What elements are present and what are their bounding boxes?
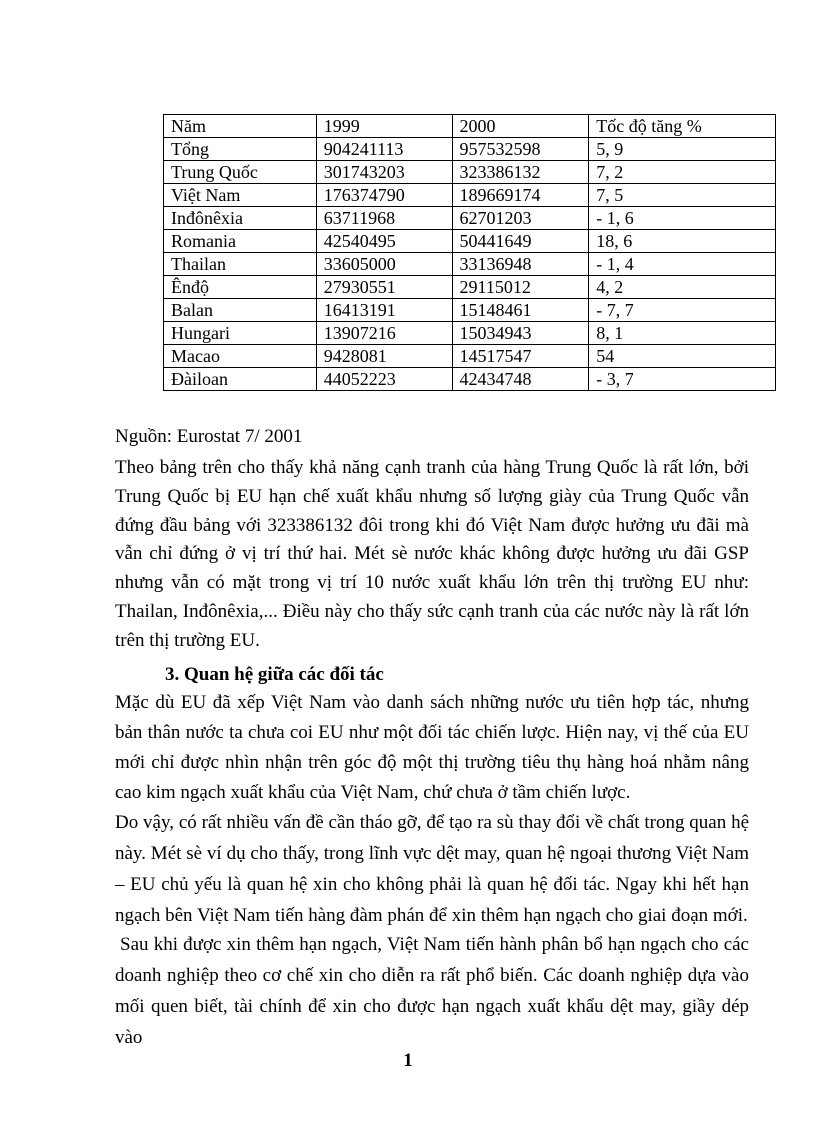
table-cell: 50441649 [452,230,589,253]
header-growth: Tốc độ tăng % [589,115,776,138]
table-cell: - 1, 6 [589,207,776,230]
table-cell: 4, 2 [589,276,776,299]
table-cell: 8, 1 [589,322,776,345]
table-cell: Inđônêxia [164,207,317,230]
table-cell: 15148461 [452,299,589,322]
table-cell: 9428081 [316,345,452,368]
header-1999: 1999 [316,115,452,138]
paragraph-4-text: Sau khi được xin thêm hạn ngạch, Việt Nam tiến hành phân bổ hạn ngạch cho các doanh nghiệp theo cơ chế xin cho diễn ra rất phổ biến. Các doanh nghiệp dựa vào mối quen biết, tài chính để xin cho được hạn ngạch xuất khẩu dệt may, giầy dép vào [115,934,749,1048]
table-cell: 15034943 [452,322,589,345]
table-row [164,161,776,184]
table-cell: - 7, 7 [589,299,776,322]
table-cell: 33136948 [452,253,589,276]
paragraph-3: Do vậy, có rất nhiều vấn đề cần tháo gỡ, để tạo ra sù thay đổi về chất trong quan hệ này. Mét sè ví dụ cho thấy, trong lĩnh vực dệt may, quan hệ ngoại thương Việt Nam – EU chủ yếu là quan hệ xin cho không phải là quan hệ đối tác. Ngay khi hết hạn ngạch bên Việt Nam tiến hàng đàm phán để xin thêm hạn ngạch cho giai đoạn mới. [115,812,749,926]
table-row [164,253,776,276]
table-cell: 27930551 [316,276,452,299]
table-cell: Romania [164,230,317,253]
table-cell: 33605000 [316,253,452,276]
table-row [164,184,776,207]
table-header-row [164,115,776,138]
table-cell: Hungari [164,322,317,345]
table-cell: 189669174 [452,184,589,207]
table-cell: 44052223 [316,368,452,391]
table-cell: Tổng [164,138,317,161]
table-cell: 5, 9 [589,138,776,161]
section-heading: 3. Quan hệ giữa các đối tác [165,664,384,685]
table-cell: Đàiloan [164,368,317,391]
table-cell: 13907216 [316,322,452,345]
table-cell: 16413191 [316,299,452,322]
table-cell: 42540495 [316,230,452,253]
table-cell: - 3, 7 [589,368,776,391]
table-cell: Thailan [164,253,317,276]
paragraph-1: Theo bảng trên cho thấy khả năng cạnh tranh của hàng Trung Quốc là rất lớn, bởi Trung Quốc bị EU hạn chế xuất khẩu nhưng số lượng giày của Trung Quốc vẫn đứng đầu bảng với 323386132 đôi trong khi đó Việt Nam được hưởng ưu đãi mà vẫn chỉ đứng ở vị trí thứ hai. Mét sè nước khác không được hưởng ưu đãi GSP nhưng vẫn có mặt trong vị trí 10 nước xuất khẩu lớn trên thị trường EU như: Thailan, Inđônêxia,... Điều này cho thấy sức cạnh tranh của các nước này là rất lớn trên thị trường EU. [115,457,749,651]
table-cell: 904241113 [316,138,452,161]
table-row [164,276,776,299]
table-cell: 7, 5 [589,184,776,207]
page-number: 1 [403,1050,413,1071]
table-cell: 42434748 [452,368,589,391]
table-cell: 63711968 [316,207,452,230]
paragraph-4 [115,929,749,1053]
table-cell: 957532598 [452,138,589,161]
table-cell: Trung Quốc [164,161,317,184]
table-cell: Macao [164,345,317,368]
table-row [164,322,776,345]
table-cell: - 1, 4 [589,253,776,276]
table-row [164,230,776,253]
table-cell: 323386132 [452,161,589,184]
export-table [163,114,776,391]
table-row [164,138,776,161]
table-row [164,299,776,322]
source-note: Nguồn: Eurostat 7/ 2001 [115,426,303,447]
header-year: Năm [164,115,317,138]
table-row [164,368,776,391]
table-cell: 54 [589,345,776,368]
table-cell: Việt Nam [164,184,317,207]
table-cell: Ênđộ [164,276,317,299]
header-2000: 2000 [452,115,589,138]
table-cell: 62701203 [452,207,589,230]
paragraph-2: Mặc dù EU đã xếp Việt Nam vào danh sách những nước ưu tiên hợp tác, nhưng bản thân nước ta chưa coi EU như một đối tác chiến lược. Hiện nay, vị thế của EU mới chỉ được nhìn nhận trên góc độ một thị trường tiêu thụ hàng hoá nhằm nâng cao kim ngạch xuất khẩu của Việt Nam, chứ chưa ở tầm chiến lược. [115,692,749,803]
table-cell: 14517547 [452,345,589,368]
table-cell: Balan [164,299,317,322]
table-cell: 29115012 [452,276,589,299]
table-row [164,207,776,230]
table-cell: 18, 6 [589,230,776,253]
table-row [164,345,776,368]
table-cell: 7, 2 [589,161,776,184]
table-cell: 176374790 [316,184,452,207]
table-cell: 301743203 [316,161,452,184]
